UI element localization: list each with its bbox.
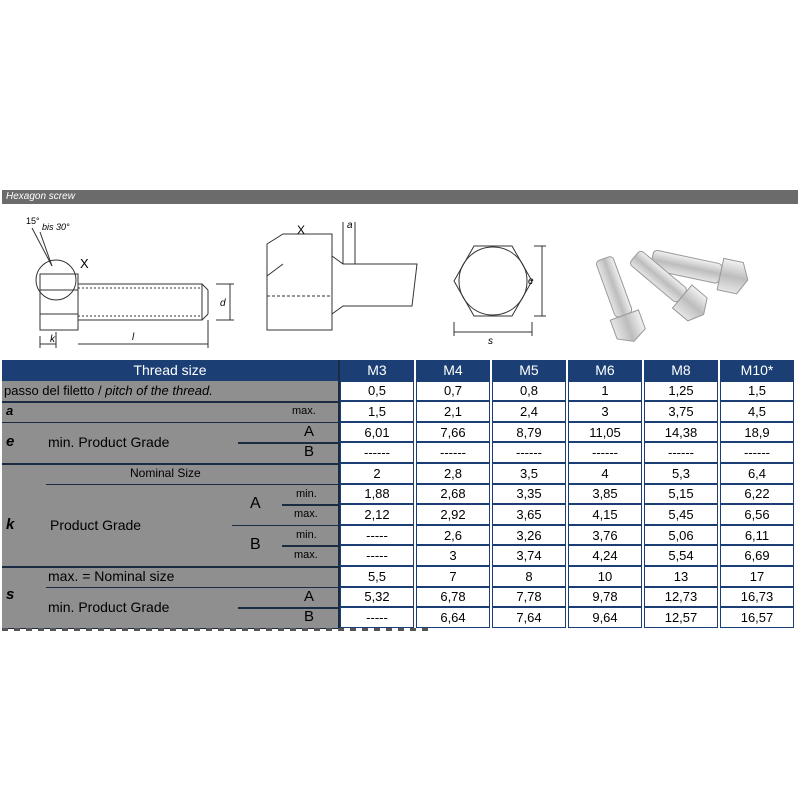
technical-drawings [2, 206, 798, 356]
value-cell-e-grade-a: 18,9 [720, 422, 794, 443]
value-cell-k-b-max: 3,74 [492, 545, 566, 566]
value-cell-e-grade-a: 6,01 [340, 422, 414, 443]
rule-line [46, 484, 338, 486]
value-cell-s-grade-a: 6,78 [416, 587, 490, 608]
e-grade-b: B [304, 443, 315, 461]
rule-line [238, 607, 338, 609]
angle-bis-label: bis 30° [42, 222, 70, 232]
s-grade-b: B [304, 608, 315, 626]
value-cell-e-grade-b: ------ [720, 442, 794, 463]
value-cell-k-b-min: 2,6 [416, 525, 490, 546]
value-cell-a-max: 3,75 [644, 401, 718, 422]
value-cell-e-grade-b: ------ [568, 442, 642, 463]
value-cell-k-a-min: 2,68 [416, 484, 490, 505]
value-cell-s-grade-a: 16,73 [720, 587, 794, 608]
size-header-m4: M4 [416, 360, 490, 381]
value-cell-s-grade-b: 7,64 [492, 607, 566, 628]
value-cell-e-grade-b: ------ [644, 442, 718, 463]
dimensions-table [2, 360, 794, 626]
dim-e-label: e [528, 276, 534, 287]
value-cell-k-b-min: 5,06 [644, 525, 718, 546]
value-cell-a-max: 4,5 [720, 401, 794, 422]
dim-k-label: k [50, 334, 55, 345]
value-cell-k-a-min: 1,88 [340, 484, 414, 505]
value-cell-s-grade-a: 5,32 [340, 587, 414, 608]
hexagon-screw-sheet [0, 188, 800, 633]
value-cell-k-b-max: 4,24 [568, 545, 642, 566]
value-cell-k-a-max: 5,45 [644, 504, 718, 525]
s-grade-a: A [304, 587, 315, 605]
value-cell-k-nominal: 4 [568, 463, 642, 484]
bolts-photo [580, 246, 760, 346]
k-b-min-label: min. [296, 528, 317, 541]
value-cell-k-b-min: ----- [340, 525, 414, 546]
k-label: Product Grade [50, 516, 142, 533]
size-header-m3: M3 [340, 360, 414, 381]
a-symbol: a [6, 403, 14, 419]
value-cell-k-nominal: 6,4 [720, 463, 794, 484]
value-cell-k-a-min: 6,22 [720, 484, 794, 505]
value-cell-s-grade-b: 16,57 [720, 607, 794, 628]
e-label: min. Product Grade [48, 434, 170, 451]
sheet-title: Hexagon screw [2, 190, 798, 204]
value-cell-s-grade-b: 9,64 [568, 607, 642, 628]
a-max-label: max. [292, 405, 316, 418]
value-cell-pitch: 1,5 [720, 381, 794, 402]
value-cell-a-max: 3 [568, 401, 642, 422]
value-cell-k-nominal: 2 [340, 463, 414, 484]
value-cell-e-grade-a: 14,38 [644, 422, 718, 443]
angle-label: 15° [26, 216, 40, 226]
value-cell-pitch: 1,25 [644, 381, 718, 402]
e-symbol: e [6, 433, 15, 451]
side-view-drawing [12, 206, 242, 356]
value-cell-k-a-max: 4,15 [568, 504, 642, 525]
value-cell-k-nominal: 3,5 [492, 463, 566, 484]
value-cell-k-a-min: 3,35 [492, 484, 566, 505]
value-cell-e-grade-a: 11,05 [568, 422, 642, 443]
bottom-strip [2, 628, 432, 631]
value-cell-s-grade-b: 12,57 [644, 607, 718, 628]
value-cell-k-b-min: 3,26 [492, 525, 566, 546]
value-cell-s-grade-a: 12,73 [644, 587, 718, 608]
value-cell-e-grade-b: ------ [492, 442, 566, 463]
value-cell-s-grade-a: 7,78 [492, 587, 566, 608]
value-cell-s-nominal: 17 [720, 566, 794, 587]
k-symbol: k [6, 515, 15, 533]
s-nominal-label: max. = Nominal size [48, 568, 175, 584]
thread-size-header: Thread size [2, 360, 338, 381]
rule-line [2, 401, 338, 403]
value-cell-a-max: 1,5 [340, 401, 414, 422]
value-cell-s-grade-a: 9,78 [568, 587, 642, 608]
value-cell-k-nominal: 2,8 [416, 463, 490, 484]
size-header-m5: M5 [492, 360, 566, 381]
k-a-max-label: max. [294, 508, 318, 521]
value-cell-e-grade-b: ------ [416, 442, 490, 463]
x-mark-label: X [80, 256, 89, 271]
value-cell-s-nominal: 5,5 [340, 566, 414, 587]
value-cell-k-a-max: 3,65 [492, 504, 566, 525]
dim-l-label: l [132, 332, 135, 343]
value-cell-e-grade-a: 7,66 [416, 422, 490, 443]
rule-line [2, 422, 338, 424]
dim-s-label: s [488, 336, 493, 346]
k-grade-a: A [250, 494, 261, 512]
value-cell-k-b-max: 3 [416, 545, 490, 566]
value-cell-k-a-min: 5,15 [644, 484, 718, 505]
rule-line [232, 525, 338, 527]
value-cell-s-grade-b: 6,64 [416, 607, 490, 628]
value-cell-k-a-max: 2,92 [416, 504, 490, 525]
k-a-min-label: min. [296, 487, 317, 500]
value-cell-k-a-max: 2,12 [340, 504, 414, 525]
dim-d-label: d [220, 298, 226, 309]
size-header-m6: M6 [568, 360, 642, 381]
k-nominal-label: Nominal Size [130, 466, 201, 480]
s-label: min. Product Grade [48, 598, 170, 615]
detail-x-label: X [297, 223, 306, 237]
value-cell-pitch: 0,5 [340, 381, 414, 402]
size-header-m8: M8 [644, 360, 718, 381]
value-cell-pitch: 1 [568, 381, 642, 402]
size-header-m10: M10* [720, 360, 794, 381]
value-cell-k-b-min: 6,11 [720, 525, 794, 546]
value-cell-s-nominal: 10 [568, 566, 642, 587]
value-cell-a-max: 2,1 [416, 401, 490, 422]
value-cell-pitch: 0,7 [416, 381, 490, 402]
value-cell-s-nominal: 13 [644, 566, 718, 587]
rule-line [338, 360, 340, 628]
pitch-label [4, 381, 213, 402]
value-cell-k-a-min: 3,85 [568, 484, 642, 505]
value-cell-pitch: 0,8 [492, 381, 566, 402]
value-cell-e-grade-b: ------ [340, 442, 414, 463]
pitch-label-plain: passo del filetto / [4, 382, 102, 398]
k-grade-b: B [250, 536, 261, 554]
e-grade-a: A [304, 422, 315, 440]
s-symbol: s [6, 585, 15, 603]
pitch-label-italic: pitch of the thread. [101, 382, 213, 398]
value-cell-s-nominal: 7 [416, 566, 490, 587]
value-cell-s-grade-b: ----- [340, 607, 414, 628]
k-b-max-label: max. [294, 549, 318, 562]
dim-a-label: a [347, 220, 353, 231]
rule-line [46, 587, 338, 589]
value-cell-k-nominal: 5,3 [644, 463, 718, 484]
value-cell-k-b-max: 6,69 [720, 545, 794, 566]
value-cell-a-max: 2,4 [492, 401, 566, 422]
value-cell-s-nominal: 8 [492, 566, 566, 587]
value-cell-k-b-min: 3,76 [568, 525, 642, 546]
value-cell-k-a-max: 6,56 [720, 504, 794, 525]
value-cell-k-b-max: 5,54 [644, 545, 718, 566]
value-cell-e-grade-a: 8,79 [492, 422, 566, 443]
value-cell-k-b-max: ----- [340, 545, 414, 566]
hexagon-end-view [442, 236, 552, 346]
rule-line [238, 442, 338, 444]
detail-x-drawing [257, 216, 427, 346]
